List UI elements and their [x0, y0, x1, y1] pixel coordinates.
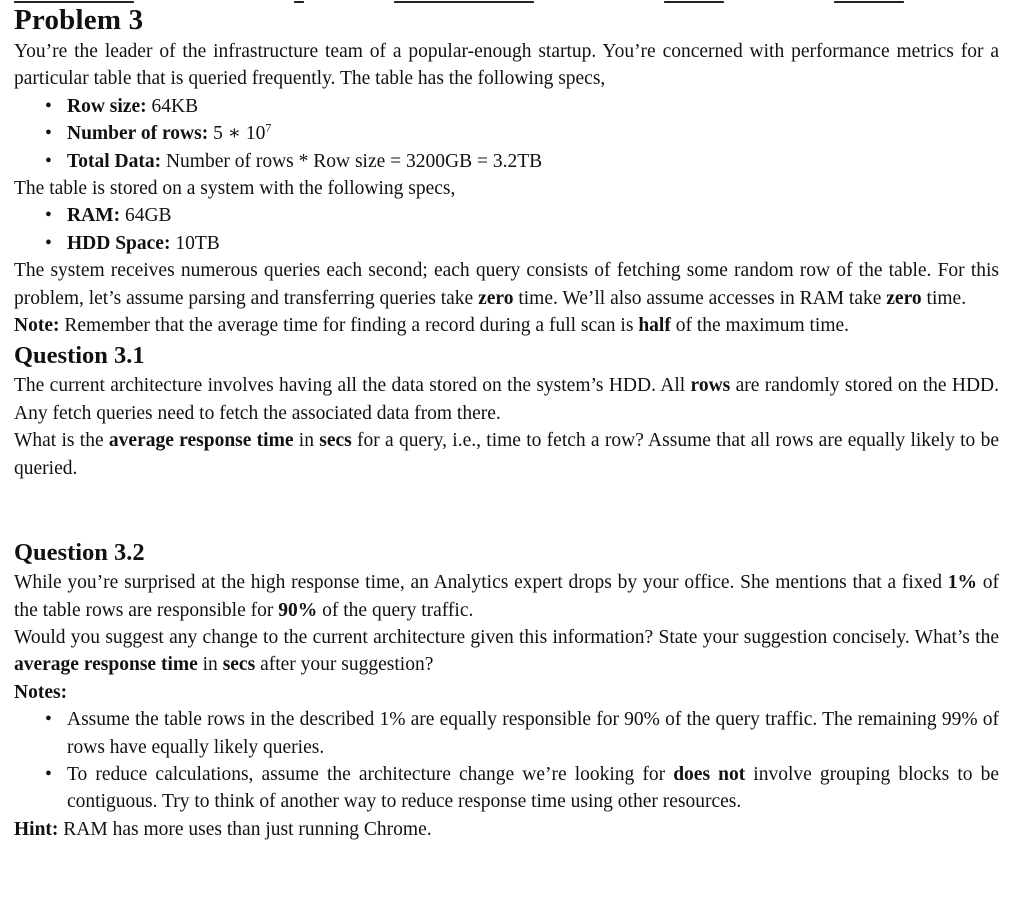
notes-label: Notes:: [14, 681, 68, 703]
note-line: Note: Remember that the average time for finding a record during a full scan is half of the maximum time.: [14, 315, 850, 337]
notes-list: [14, 706, 999, 816]
system-paragraph: The system receives numerous queries each second; each query consists of fetching some random row of the table. For this problem, let’s assume parsing and transferring queries take zero time. We’ll also assume accesses in RAM take zero time.: [14, 260, 999, 309]
problem-title: Problem 3: [14, 4, 144, 36]
note-item-1: • Assume the table rows in the described 1% are equally responsible for 90% of the query traffic. The remaining 99% of rows have equally likely queries.: [67, 706, 999, 761]
hint-line: Hint: RAM has more uses than just running Chrome.: [14, 818, 432, 840]
spec-number-of-rows: • Number of rows: 5 ∗ $10^7$: [67, 120, 999, 147]
q31-paragraph-2: What is the average response time in secs for a query, i.e., time to fetch a row? Assume that all rows are equally likely to be queried.: [14, 430, 999, 479]
q32-paragraph-2: Would you suggest any change to the current architecture given this information? State your suggestion concisely. What’s the average response time in secs after your suggestion?: [14, 626, 999, 676]
system-specs-list: [14, 202, 999, 257]
question-3-2-title: Question 3.2: [14, 539, 145, 567]
spec-total-data: • Total Data: Number of rows * Row size = 3200GB = 3.2TB: [67, 148, 999, 175]
table-specs-list: [14, 93, 999, 175]
intro-paragraph: You’re the leader of the infrastructure team of a popular-enough startup. You’re concerned with performance metrics for a particular table that is queried frequently. The table has the following specs,: [14, 41, 999, 90]
spec-row-size: • Row size: 64KB: [67, 93, 999, 120]
document-page: [14, 2, 999, 843]
system-intro: The table is stored on a system with the following specs,: [14, 178, 456, 200]
question-3-1-title: Question 3.1: [14, 342, 145, 370]
q32-paragraph-1: While you’re surprised at the high response time, an Analytics expert drops by your office. She mentions that a fixed 1% of the table rows are responsible for 90% of the query traffic.: [14, 572, 999, 621]
note-item-2: • To reduce calculations, assume the architecture change we’re looking for does not involve grouping blocks to be contiguous. Try to think of another way to reduce response time using other resources.: [67, 761, 999, 816]
spec-ram: • RAM: 64GB: [67, 202, 999, 229]
q31-paragraph-1: The current architecture involves having all the data stored on the system’s HDD. All rows are randomly stored on the HDD. Any fetch queries need to fetch the associated data from there.: [14, 375, 1000, 424]
spec-hdd-space: • HDD Space: 10TB: [67, 230, 999, 257]
